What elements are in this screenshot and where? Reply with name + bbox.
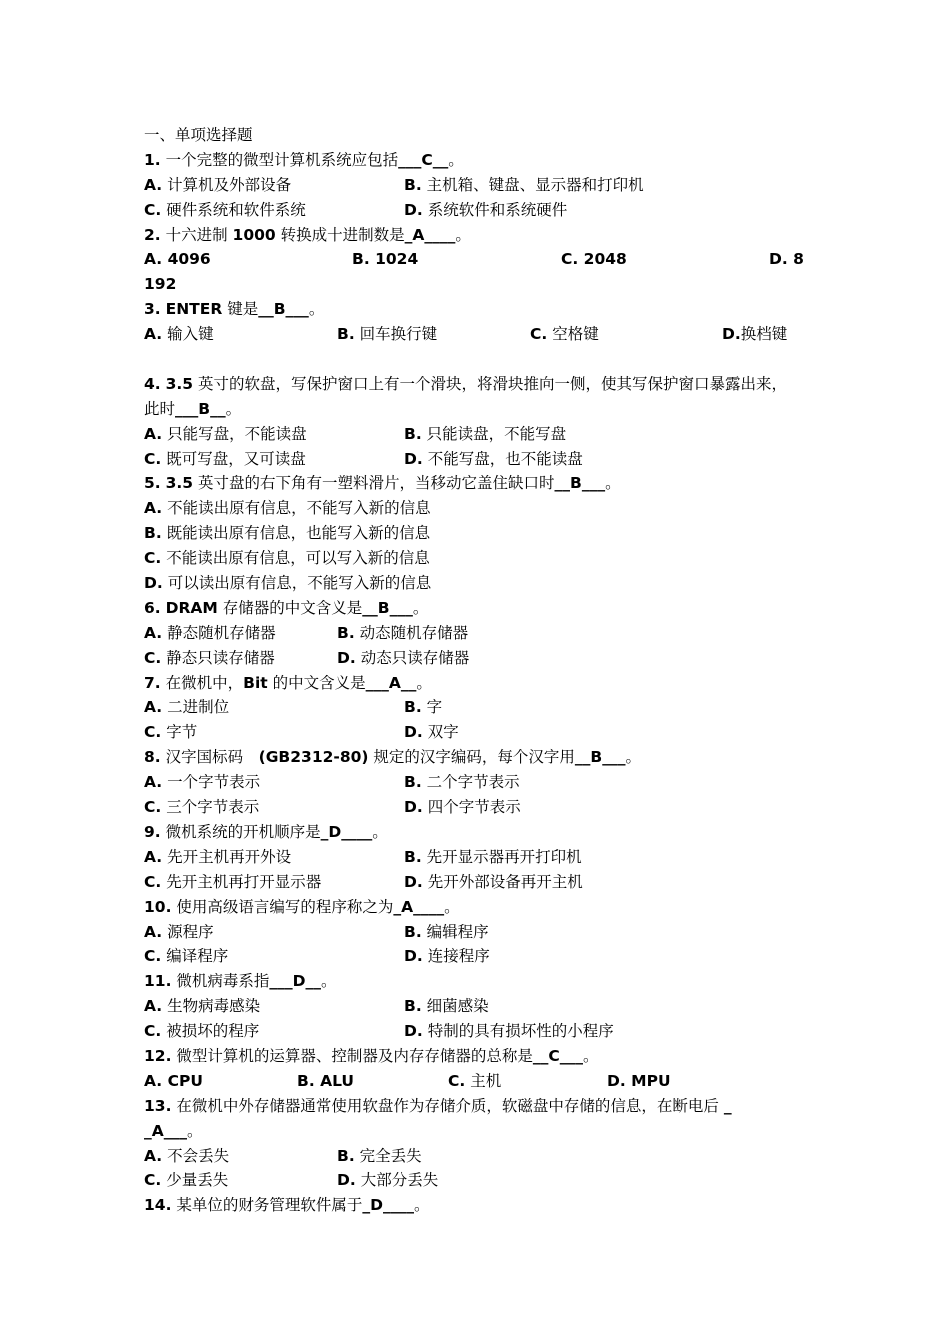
option-d: D. 8 <box>769 250 804 269</box>
question-4-options-row-1 <box>144 422 820 447</box>
question-5-option-c <box>144 546 820 571</box>
option-d-continuation: 192 <box>144 275 177 294</box>
question-text: 2. 十六进制 1000 转换成十进制数是_A____。 <box>144 225 471 244</box>
option-c: C. 编译程序 <box>144 947 229 966</box>
question-8-options-row-2 <box>144 795 820 820</box>
option-b: B. 先开显示器再开打印机 <box>404 847 582 866</box>
question-text: 13. 在微机中外存储器通常使用软盘作为存储介质，软磁盘中存储的信息，在断电后 _ <box>144 1096 732 1115</box>
option-a: A. 先开主机再开外设 <box>144 847 292 866</box>
option-b: B. 既能读出原有信息，也能写入新的信息 <box>144 524 431 543</box>
question-13-stem-line-2 <box>144 1119 820 1144</box>
question-8-options-row-1 <box>144 770 820 795</box>
question-text: 7. 在微机中，Bit 的中文含义是___A__。 <box>144 673 432 692</box>
option-d: D. 特制的具有损坏性的小程序 <box>404 1022 614 1041</box>
question-text: 9. 微机系统的开机顺序是_D____。 <box>144 822 388 841</box>
option-c: C. 静态只读存储器 <box>144 648 275 667</box>
option-c: C. 三个字节表示 <box>144 798 260 817</box>
option-c: C. 主机 <box>448 1071 502 1090</box>
option-b: B. 二个字节表示 <box>404 773 520 792</box>
option-d: D. 动态只读存储器 <box>337 648 470 667</box>
question-5-stem <box>144 471 820 496</box>
question-6-stem <box>144 596 820 621</box>
question-text-continuation: 此时___B__。 <box>144 399 242 418</box>
option-d: D. 大部分丢失 <box>337 1171 439 1190</box>
question-7-options-row-2 <box>144 720 820 745</box>
option-c: C. 被损坏的程序 <box>144 1022 260 1041</box>
option-d: D. 不能写盘，也不能读盘 <box>404 449 583 468</box>
question-text: 5. 3.5 英寸盘的右下角有一塑料滑片，当移动它盖住缺口时__B___。 <box>144 474 621 493</box>
question-6-options-row-1 <box>144 621 820 646</box>
question-3-stem <box>144 297 820 322</box>
option-a: A. 生物病毒感染 <box>144 997 261 1016</box>
question-14-stem <box>144 1193 820 1218</box>
question-11-options-row-2 <box>144 1019 820 1044</box>
option-b: B. 回车换行键 <box>337 325 438 344</box>
option-c: C. 少量丢失 <box>144 1171 229 1190</box>
question-2-stem <box>144 223 820 248</box>
question-5-option-b <box>144 521 820 546</box>
option-c: C. 空格键 <box>530 325 599 344</box>
question-12-stem <box>144 1044 820 1069</box>
question-text: 6. DRAM 存储器的中文含义是__B___。 <box>144 598 429 617</box>
option-d: D. 四个字节表示 <box>404 798 521 817</box>
blank-line <box>144 347 820 372</box>
option-d: D. 先开外部设备再开主机 <box>404 872 583 891</box>
question-4-stem-line-1 <box>144 372 820 397</box>
question-text: 3. ENTER 键是__B___。 <box>144 300 325 319</box>
option-d: D. MPU <box>607 1071 671 1090</box>
question-9-stem <box>144 820 820 845</box>
question-text: 1. 一个完整的微型计算机系统应包括___C__。 <box>144 150 464 169</box>
option-a: A. 输入键 <box>144 325 214 344</box>
option-b: B. 主机箱、键盘、显示器和打印机 <box>404 175 644 194</box>
option-d: D. 系统软件和系统硬件 <box>404 200 568 219</box>
option-c: C. 硬件系统和软件系统 <box>144 200 306 219</box>
question-2-options-row <box>144 247 820 272</box>
question-13-stem-line-1 <box>144 1094 820 1119</box>
question-text: 12. 微型计算机的运算器、控制器及内存存储器的总称是__C___。 <box>144 1046 599 1065</box>
option-c: C. 不能读出原有信息，可以写入新的信息 <box>144 549 430 568</box>
question-13-options-row-2 <box>144 1168 820 1193</box>
option-a: A. 二进制位 <box>144 698 230 717</box>
option-a: A. 4096 <box>144 250 211 269</box>
option-c: C. 先开主机再打开显示器 <box>144 872 322 891</box>
question-text-continuation: _A___。 <box>144 1121 203 1140</box>
question-10-options-row-1 <box>144 920 820 945</box>
question-text: 8. 汉字国标码 (GB2312-80) 规定的汉字编码，每个汉字用__B___。 <box>144 748 642 767</box>
option-a: A. 静态随机存储器 <box>144 623 276 642</box>
question-5-option-a <box>144 496 820 521</box>
question-7-options-row-1 <box>144 695 820 720</box>
question-12-options-row <box>144 1069 820 1094</box>
question-10-options-row-2 <box>144 944 820 969</box>
question-10-stem <box>144 895 820 920</box>
option-a: A. 源程序 <box>144 922 214 941</box>
option-b: B. 动态随机存储器 <box>337 623 469 642</box>
question-13-options-row-1 <box>144 1144 820 1169</box>
option-d: D. 可以读出原有信息，不能写入新的信息 <box>144 574 432 593</box>
question-4-options-row-2 <box>144 447 820 472</box>
document-page <box>144 123 820 1218</box>
question-text: 10. 使用高级语言编写的程序称之为_A____。 <box>144 897 460 916</box>
option-a: A. 一个字节表示 <box>144 773 261 792</box>
question-9-options-row-2 <box>144 870 820 895</box>
option-b: B. 完全丢失 <box>337 1146 422 1165</box>
option-b: B. 字 <box>404 698 443 717</box>
question-1-options-row-1 <box>144 173 820 198</box>
question-9-options-row-1 <box>144 845 820 870</box>
question-3-options-row <box>144 322 820 347</box>
question-11-options-row-1 <box>144 994 820 1019</box>
question-text: 11. 微机病毒系指___D__。 <box>144 972 337 991</box>
question-7-stem <box>144 671 820 696</box>
question-6-options-row-2 <box>144 646 820 671</box>
option-a: A. 只能写盘，不能读盘 <box>144 424 307 443</box>
question-text: 14. 某单位的财务管理软件属于_D____。 <box>144 1196 430 1215</box>
option-b: B. 只能读盘，不能写盘 <box>404 424 567 443</box>
option-b: B. 细菌感染 <box>404 997 489 1016</box>
option-d: D.换档键 <box>722 325 788 344</box>
question-4-stem-line-2 <box>144 397 820 422</box>
option-c: C. 2048 <box>561 250 627 269</box>
option-a: A. 不会丢失 <box>144 1146 230 1165</box>
option-d: D. 双字 <box>404 723 459 742</box>
question-1-stem <box>144 148 820 173</box>
question-8-stem <box>144 745 820 770</box>
option-b: B. 1024 <box>352 250 419 269</box>
option-b: B. 编辑程序 <box>404 922 489 941</box>
section-title-text: 一、单项选择题 <box>144 126 253 144</box>
option-a: A. 不能读出原有信息，不能写入新的信息 <box>144 499 431 518</box>
option-d: D. 连接程序 <box>404 947 490 966</box>
question-1-options-row-2 <box>144 198 820 223</box>
option-a: A. CPU <box>144 1071 203 1090</box>
option-c: C. 既可写盘，又可读盘 <box>144 449 306 468</box>
option-a: A. 计算机及外部设备 <box>144 175 292 194</box>
section-title <box>144 123 820 148</box>
option-c: C. 字节 <box>144 723 198 742</box>
option-b: B. ALU <box>297 1071 355 1090</box>
question-text: 4. 3.5 英寸的软盘，写保护窗口上有一个滑块，将滑块推向一侧，使其写保护窗口暴露出来， <box>144 374 788 393</box>
question-11-stem <box>144 969 820 994</box>
question-5-option-d <box>144 571 820 596</box>
question-2-option-d-continuation <box>144 272 820 297</box>
